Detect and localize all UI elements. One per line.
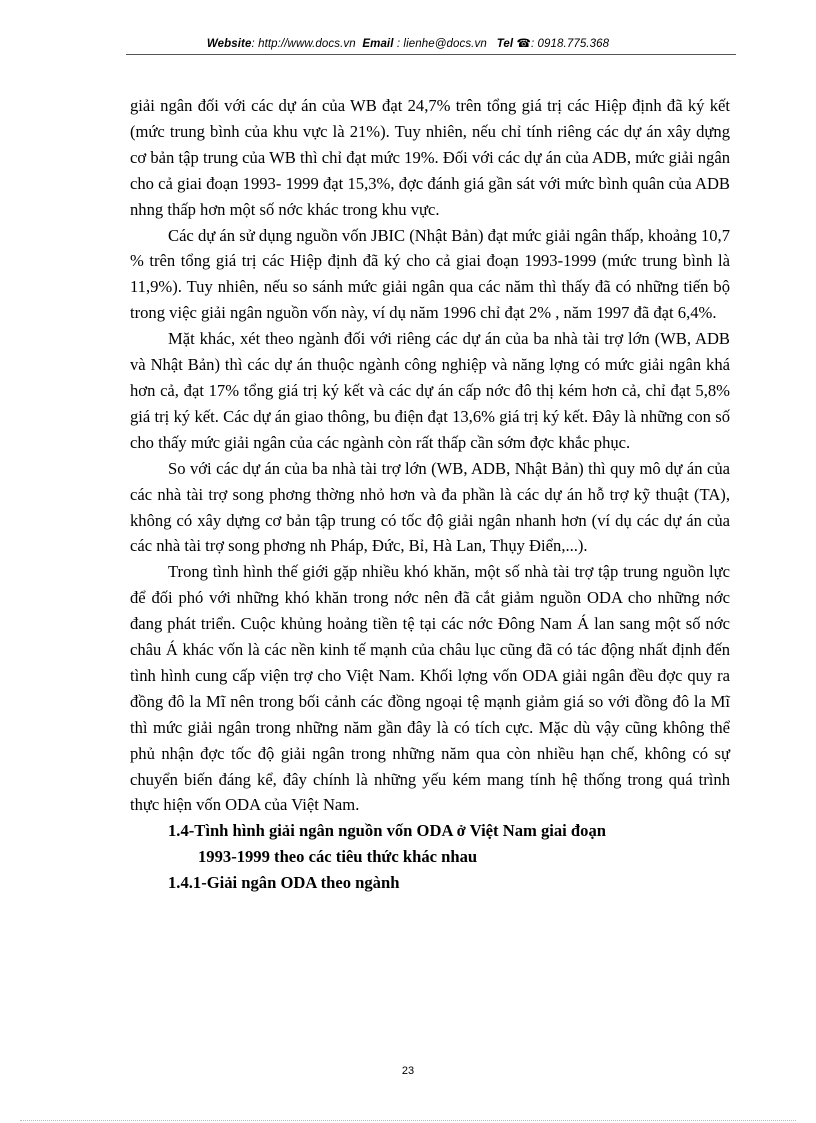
phone-icon: ☎ (516, 38, 531, 50)
page-header (0, 36, 816, 50)
paragraph-5: Trong tình hình thế giới gặp nhiều khó khăn, một số nhà tài trợ tập trung nguồn lực để đối phó với những khó khăn trong nớc nên đã cắt giảm nguồn ODA cho những nớc đang phát triển. Cuộc khủng hoảng tiền tệ tại các nớc Đông Nam Á lan sang một số nớc châu Á khác vốn là các nền kinh tế mạnh của châu lục cũng đã có tác động nhất định đến tình hình cung cấp viện trợ cho Việt Nam. Khối lợng vốn ODA giải ngân đều đợc quy ra đồng đô la Mĩ nên trong bối cảnh các đồng ngoại tệ mạnh giảm giá so với đồng đô la Mĩ thì mức giải ngân trong những năm gần đây là có tích cực. Mặc dù vậy cũng không thể phủ nhận đợc tốc độ giải ngân trong những năm qua còn nhiều hạn chế, không có sự chuyển biến đáng kể, đây chính là những yếu kém mang tính hệ thống trong quá trình thực hiện vốn ODA của Việt Nam. (130, 562, 730, 815)
footer-divider (20, 1120, 796, 1121)
section-heading-1-4 (130, 818, 730, 870)
header-divider (126, 54, 736, 55)
paragraph-4: So với các dự án của ba nhà tài trợ lớn (WB, ADB, Nhật Bản) thì quy mô dự án của các nhà tài trợ song phơng thờng nhỏ hơn và đa phần là các dự án hỗ trợ kỹ thuật (TA), không có xây dựng cơ bản tập trung có tốc độ giải ngân nhanh hơn (ví dụ các dự án của các nhà tài trợ song phơng nh Pháp, Đức, Bỉ, Hà Lan, Thụy Điển,...). (130, 458, 730, 556)
subsection-heading-1-4-1: 1.4.1-Giải ngân ODA theo ngành (168, 873, 400, 893)
document-body (130, 93, 730, 896)
email-label: Email (362, 38, 394, 50)
paragraph-2: Các dự án sử dụng nguồn vốn JBIC (Nhật Bản) đạt mức giải ngân thấp, khoảng 10,7 % trên tổng giá trị các Hiệp định đã ký cho cả giai đoạn 1993-1999 (mức trung bình là 11,9%). Tuy nhiên, nếu so sánh mức giải ngân qua các năm thì thấy đã có những tiến bộ trong việc giải ngân nguồn vốn này, ví dụ năm 1996 chỉ đạt 2% , năm 1997 đã đạt 6,4%. (130, 225, 730, 323)
tel-label: Tel (496, 38, 514, 50)
paragraph-1: giải ngân đối với các dự án của WB đạt 24,7% trên tổng giá trị các Hiệp định đã ký kết (mức trung bình của khu vực là 21%). Tuy nhiên, nếu chỉ tính riêng các dự án xây dựng cơ bản tập trung của WB thì chỉ đạt mức 19%. Đối với các dự án của ADB, mức giải ngân cho cả giai đoạn 1993- 1999 đạt 15,3%, đợc đánh giá gần sát với mức bình quân của ADB nhng thấp hơn một số nớc khác trong khu vực. (130, 96, 730, 219)
tel-value: : 0918.775.368 (530, 38, 610, 50)
section-heading-line2: 1993-1999 theo các tiêu thức khác nhau (198, 847, 478, 867)
website-label: Website (206, 38, 252, 50)
email-value: : lienhe@docs.vn (393, 38, 487, 50)
section-heading-line1: 1.4-Tình hình giải ngân nguồn vốn ODA ở Việt Nam giai đoạn (168, 821, 606, 841)
website-value: : http://www.docs.vn (251, 38, 356, 50)
paragraph-3: Mặt khác, xét theo ngành đối với riêng các dự án của ba nhà tài trợ lớn (WB, ADB và Nhật Bản) thì các dự án thuộc ngành công nghiệp và năng lợng có mức giải ngân khá hơn cả, đạt 17% tổng giá trị ký kết và các dự án cấp nớc đô thị kém hơn cả, chỉ đạt 5,8% giá trị ký kết. Các dự án giao thông, bu điện đạt 13,6% giá trị ký kết. Đây là những con số cho thấy mức giải ngân của các ngành còn rất thấp cần sớm đợc khắc phục. (130, 329, 730, 452)
page-number: 23 (401, 1065, 415, 1077)
